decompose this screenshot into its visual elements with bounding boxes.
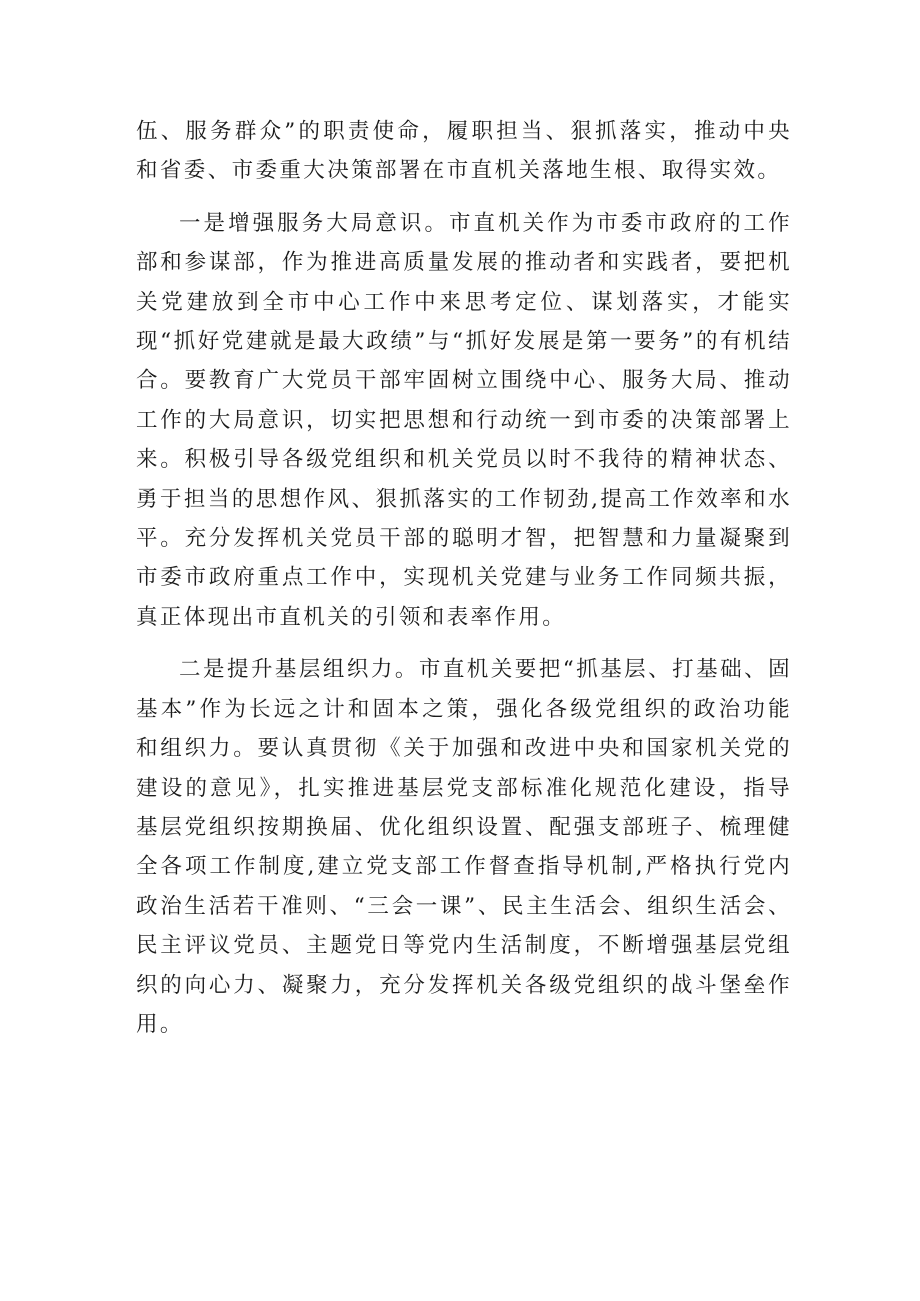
paragraph-continuation: 伍、服务群众”的职责使命，履职担当、狠抓落实，推动中央和省委、市委重大决策部署在市直机关落地生根、取得实效。 <box>136 119 792 184</box>
paragraph-grassroots-organization: 二是提升基层组织力。市直机关要把“抓基层、打基础、固基本”作为长远之计和固本之策，强化各级党组织的政治功能和组织力。要认真贯彻《关于加强和改进中央和国家机关党的建设的意见》，扎实推进基层党支部标准化规范化建设，指导基层党组织按期换届、优化组织设置、配强支部班子、梳理健全各项工作制度,建立党支部工作督查指导机制,严格执行党内政治生活若干准则、“三会一课”、民主生活会、组织生活会、民主评议党员、主题党日等党内生活制度，不断增强基层党组织的向心力、凝聚力，充分发挥机关各级党组织的战斗堡垒作用。 <box>136 657 792 1037</box>
document-page <box>136 112 792 1044</box>
paragraph-service-overall-awareness: 一是增强服务大局意识。市直机关作为市委市政府的工作部和参谋部，作为推进高质量发展的推动者和实践者，要把机关党建放到全市中心工作中来思考定位、谋划落实，才能实现“抓好党建就是最大政绩”与“抓好发展是第一要务”的有机结合。要教育广大党员干部牢固树立围绕中心、服务大局、推动工作的大局意识，切实把思想和行动统一到市委的决策部署上来。积极引导各级党组织和机关党员以时不我待的精神状态、勇于担当的思想作风、狠抓落实的工作韧劲,提高工作效率和水平。充分发挥机关党员干部的聪明才智，把智慧和力量凝聚到市委市政府重点工作中，实现机关党建与业务工作同频共振，真正体现出市直机关的引领和表率作用。 <box>136 210 792 630</box>
